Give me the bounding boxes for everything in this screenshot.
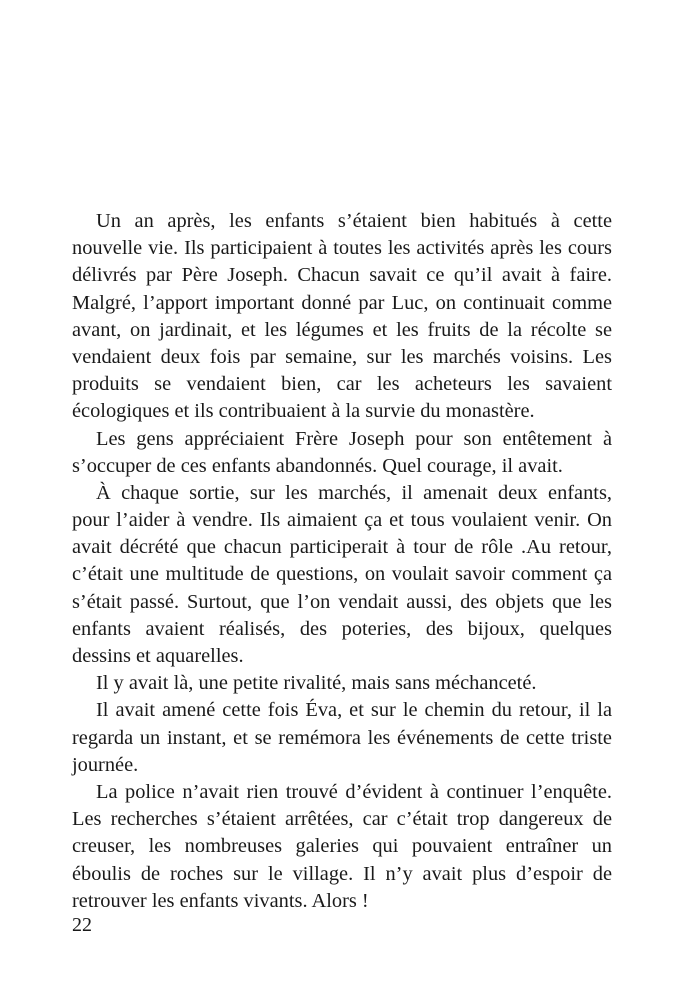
text-line: regarda un instant, et se remémora les événements de cette triste bbox=[72, 726, 612, 749]
text-line: Les recherches s’étaient arrêtées, car c’était trop dangereux de bbox=[72, 808, 612, 831]
text-line: pour l’aider à vendre. Ils aimaient ça et tous voulaient venir. On bbox=[72, 509, 612, 532]
text-line: Il avait amené cette fois Éva, et sur le chemin du retour, il la bbox=[96, 699, 612, 722]
text-line: s’était passé. Surtout, que l’on vendait aussi, des objets que les bbox=[72, 590, 612, 613]
text-line: Il y avait là, une petite rivalité, mais sans méchanceté. bbox=[96, 672, 537, 695]
text-line: Les gens appréciaient Frère Joseph pour son entêtement à bbox=[96, 427, 612, 450]
text-line: enfants avaient réalisés, des poteries, des bijoux, quelques bbox=[72, 617, 612, 640]
text-line: éboulis de roches sur le village. Il n’y avait plus d’espoir de bbox=[72, 862, 612, 885]
text-line: Malgré, l’apport important donné par Luc, on continuait comme bbox=[72, 291, 612, 314]
paragraph bbox=[72, 697, 612, 779]
paragraph bbox=[72, 670, 612, 697]
text-line: s’occuper de ces enfants abandonnés. Quel courage, il avait. bbox=[72, 454, 563, 477]
text-line: nouvelle vie. Ils participaient à toutes les activités après les cours bbox=[72, 237, 612, 260]
text-line: écologiques et ils contribuaient à la survie du monastère. bbox=[72, 400, 535, 423]
text-line: avait décrété que chacun participerait à tour de rôle .Au retour, bbox=[72, 536, 612, 559]
text-line: produits se vendaient bien, car les acheteurs les savaient bbox=[72, 373, 612, 396]
paragraph bbox=[72, 208, 612, 426]
page-number: 22 bbox=[72, 914, 92, 936]
text-line: journée. bbox=[72, 753, 139, 776]
text-line: vendaient deux fois par semaine, sur les marchés voisins. Les bbox=[72, 345, 612, 368]
text-line: délivrés par Père Joseph. Chacun savait ce qu’il avait à faire. bbox=[72, 264, 612, 287]
text-line: avant, on jardinait, et les légumes et les fruits de la récolte se bbox=[72, 318, 612, 341]
text-line: retrouver les enfants vivants. Alors ! bbox=[72, 889, 369, 912]
paragraph bbox=[72, 480, 612, 670]
text-line: À chaque sortie, sur les marchés, il amenait deux enfants, bbox=[96, 481, 612, 504]
body-text bbox=[72, 208, 612, 915]
text-line: dessins et aquarelles. bbox=[72, 645, 244, 667]
paragraph bbox=[72, 779, 612, 915]
text-line: c’était une multitude de questions, on voulait savoir comment ça bbox=[72, 563, 612, 586]
text-line: Un an après, les enfants s’étaient bien habitués à cette bbox=[96, 210, 612, 232]
text-line: creuser, les nombreuses galeries qui pouvaient entraîner un bbox=[72, 835, 612, 858]
paragraph bbox=[72, 426, 612, 480]
text-line: La police n’avait rien trouvé d’évident à continuer l’enquête. bbox=[96, 780, 612, 803]
